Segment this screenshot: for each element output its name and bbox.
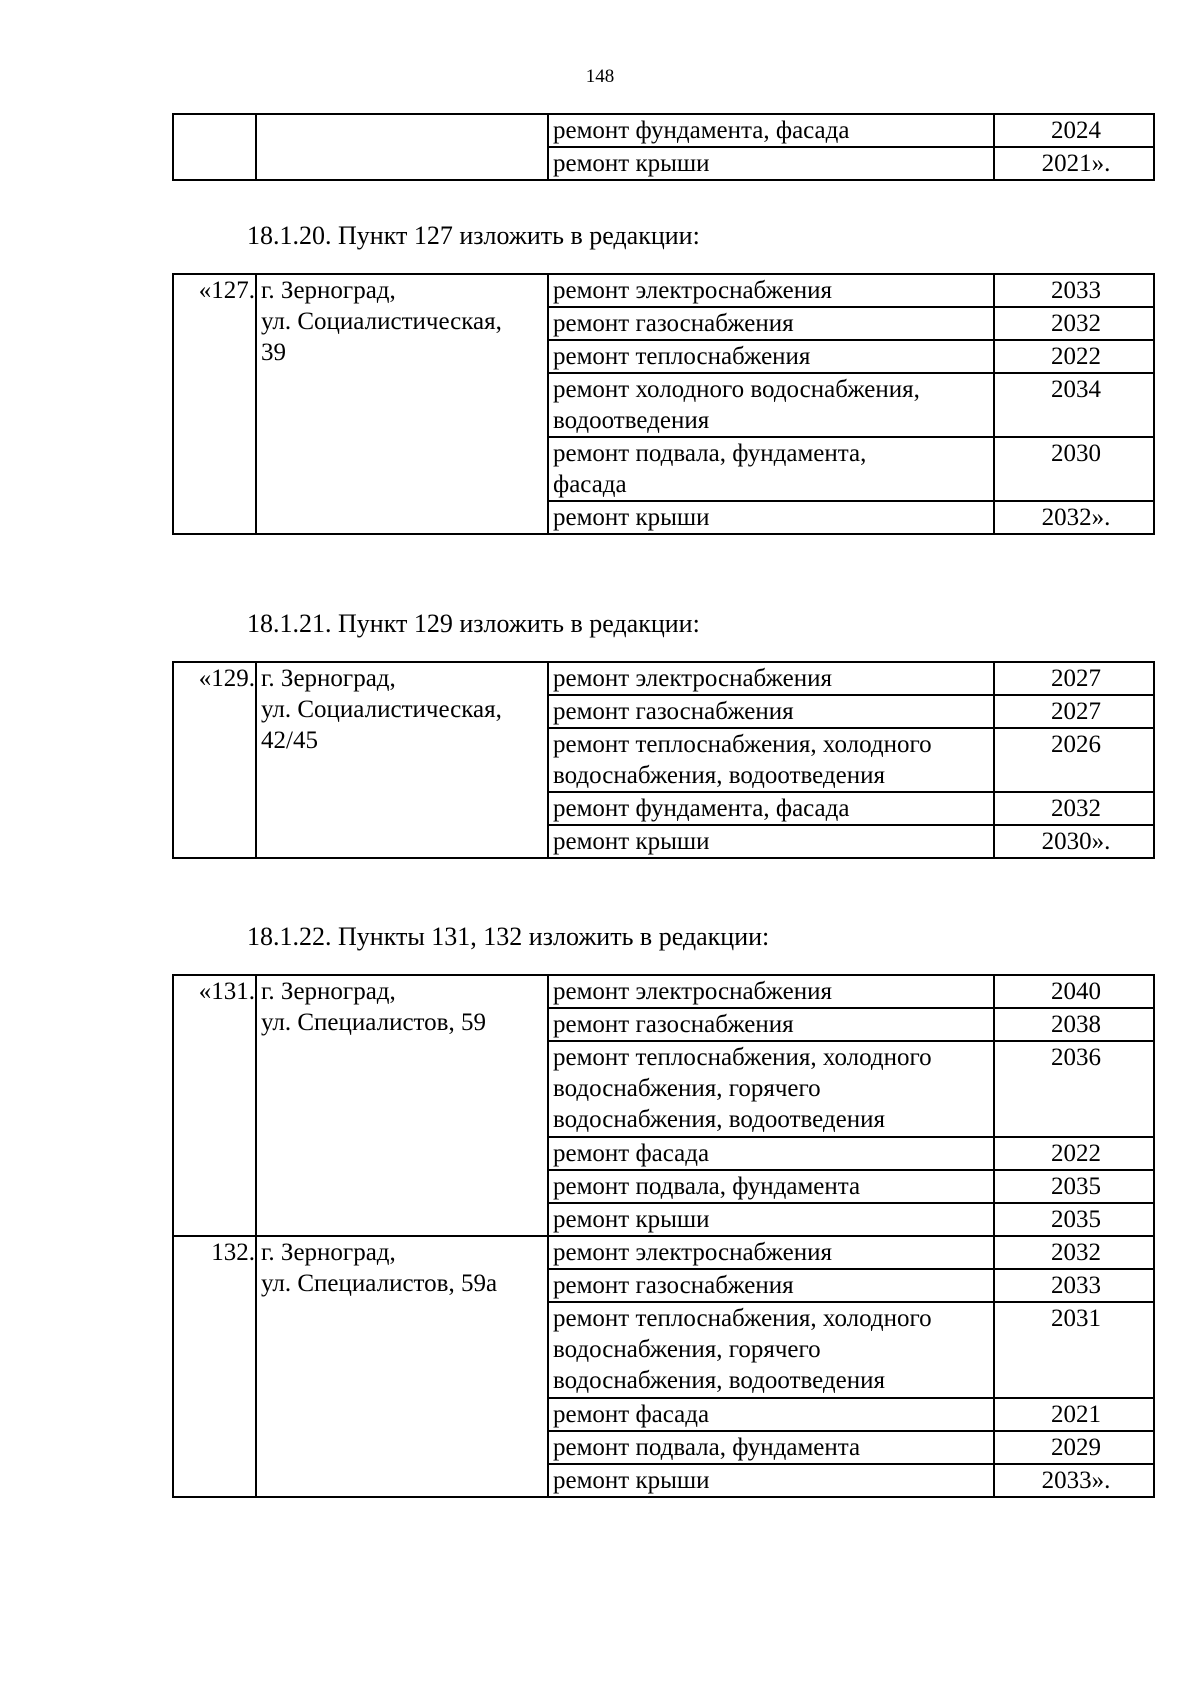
work-cell: ремонт газоснабжения (548, 1269, 994, 1302)
address-line: г. Зерноград, (261, 978, 396, 1005)
year-cell: 2038 (994, 1008, 1154, 1041)
year-cell: 2029 (994, 1431, 1154, 1464)
work-cell: ремонт подвала, фундамента (548, 1170, 994, 1203)
year-cell: 2021 (994, 1398, 1154, 1431)
year-cell: 2033 (994, 274, 1154, 307)
work-line: водоснабжения, горячего (553, 1336, 821, 1363)
address-cell (256, 662, 548, 858)
work-cell: ремонт крыши (548, 147, 994, 180)
work-cell (548, 437, 994, 501)
work-cell: ремонт электроснабжения (548, 662, 994, 695)
intro-table (172, 113, 1155, 181)
year-cell: 2036 (994, 1041, 1154, 1137)
address-cell (256, 975, 548, 1236)
address-line: г. Зерноград, (261, 1239, 396, 1266)
work-cell: ремонт крыши (548, 1464, 994, 1497)
address-line: ул. Социалистическая, (261, 308, 502, 335)
work-line: ремонт холодного водоснабжения, (553, 376, 920, 403)
address-line: 39 (261, 339, 286, 366)
work-line: ремонт теплоснабжения, холодного (553, 1044, 932, 1071)
work-cell: ремонт крыши (548, 1203, 994, 1236)
item-129-table (172, 661, 1155, 859)
work-line: водоснабжения, водоотведения (553, 1367, 885, 1394)
year-cell: 2026 (994, 728, 1154, 792)
year-cell: 2032 (994, 1236, 1154, 1269)
work-cell: ремонт электроснабжения (548, 274, 994, 307)
work-cell: ремонт крыши (548, 825, 994, 858)
items-131-132-table (172, 974, 1155, 1498)
year-cell: 2035 (994, 1170, 1154, 1203)
year-cell: 2035 (994, 1203, 1154, 1236)
year-cell: 2022 (994, 340, 1154, 373)
item-number-cell: 132. (173, 1236, 256, 1497)
address-cell (256, 274, 548, 534)
item-number-cell: «131. (173, 975, 256, 1236)
work-line: ремонт теплоснабжения, холодного (553, 1305, 932, 1332)
work-line: фасада (553, 471, 627, 498)
work-cell: ремонт фасада (548, 1137, 994, 1170)
page-number: 148 (585, 66, 615, 87)
work-cell: ремонт газоснабжения (548, 1008, 994, 1041)
item-number-cell: «129. (173, 662, 256, 858)
year-cell: 2027 (994, 662, 1154, 695)
work-cell (548, 373, 994, 437)
work-cell: ремонт крыши (548, 501, 994, 534)
table-row (173, 662, 1154, 695)
work-cell: ремонт теплоснабжения (548, 340, 994, 373)
year-cell: 2024 (994, 114, 1154, 147)
work-line: водоснабжения, горячего (553, 1075, 821, 1102)
year-cell: 2033». (994, 1464, 1154, 1497)
item-number-cell: «127. (173, 274, 256, 534)
year-cell: 2021». (994, 147, 1154, 180)
work-cell: ремонт электроснабжения (548, 975, 994, 1008)
work-cell: ремонт газоснабжения (548, 307, 994, 340)
address-line: ул. Социалистическая, (261, 696, 502, 723)
address-line: ул. Специалистов, 59 (261, 1009, 486, 1036)
section-heading: 18.1.20. Пункт 127 изложить в редакции: (247, 221, 700, 250)
item-number-cell (173, 114, 256, 180)
address-cell (256, 1236, 548, 1497)
table-row (173, 975, 1154, 1008)
work-line: ремонт теплоснабжения, холодного (553, 731, 932, 758)
table-row (173, 114, 1154, 147)
address-line: 42/45 (261, 727, 318, 754)
work-cell: ремонт газоснабжения (548, 695, 994, 728)
year-cell: 2032 (994, 792, 1154, 825)
work-cell: ремонт фасада (548, 1398, 994, 1431)
address-cell (256, 114, 548, 180)
section-heading: 18.1.22. Пункты 131, 132 изложить в редакции: (247, 922, 770, 951)
section-heading: 18.1.21. Пункт 129 изложить в редакции: (247, 609, 700, 638)
work-cell (548, 1041, 994, 1137)
table-row (173, 1236, 1154, 1269)
work-cell (548, 1302, 994, 1398)
work-cell: ремонт фундамента, фасада (548, 114, 994, 147)
year-cell: 2030 (994, 437, 1154, 501)
item-127-table (172, 273, 1155, 535)
work-cell: ремонт подвала, фундамента (548, 1431, 994, 1464)
work-cell: ремонт электроснабжения (548, 1236, 994, 1269)
year-cell: 2032 (994, 307, 1154, 340)
year-cell: 2030». (994, 825, 1154, 858)
year-cell: 2031 (994, 1302, 1154, 1398)
year-cell: 2022 (994, 1137, 1154, 1170)
year-cell: 2033 (994, 1269, 1154, 1302)
year-cell: 2040 (994, 975, 1154, 1008)
work-line: водоснабжения, водоотведения (553, 762, 885, 789)
address-line: г. Зерноград, (261, 277, 396, 304)
year-cell: 2027 (994, 695, 1154, 728)
work-line: водоснабжения, водоотведения (553, 1106, 885, 1133)
work-line: ремонт подвала, фундамента, (553, 440, 867, 467)
year-cell: 2032». (994, 501, 1154, 534)
address-line: ул. Специалистов, 59а (261, 1270, 498, 1297)
year-cell: 2034 (994, 373, 1154, 437)
address-line: г. Зерноград, (261, 665, 396, 692)
work-line: водоотведения (553, 407, 710, 434)
work-cell: ремонт фундамента, фасада (548, 792, 994, 825)
table-row (173, 274, 1154, 307)
work-cell (548, 728, 994, 792)
